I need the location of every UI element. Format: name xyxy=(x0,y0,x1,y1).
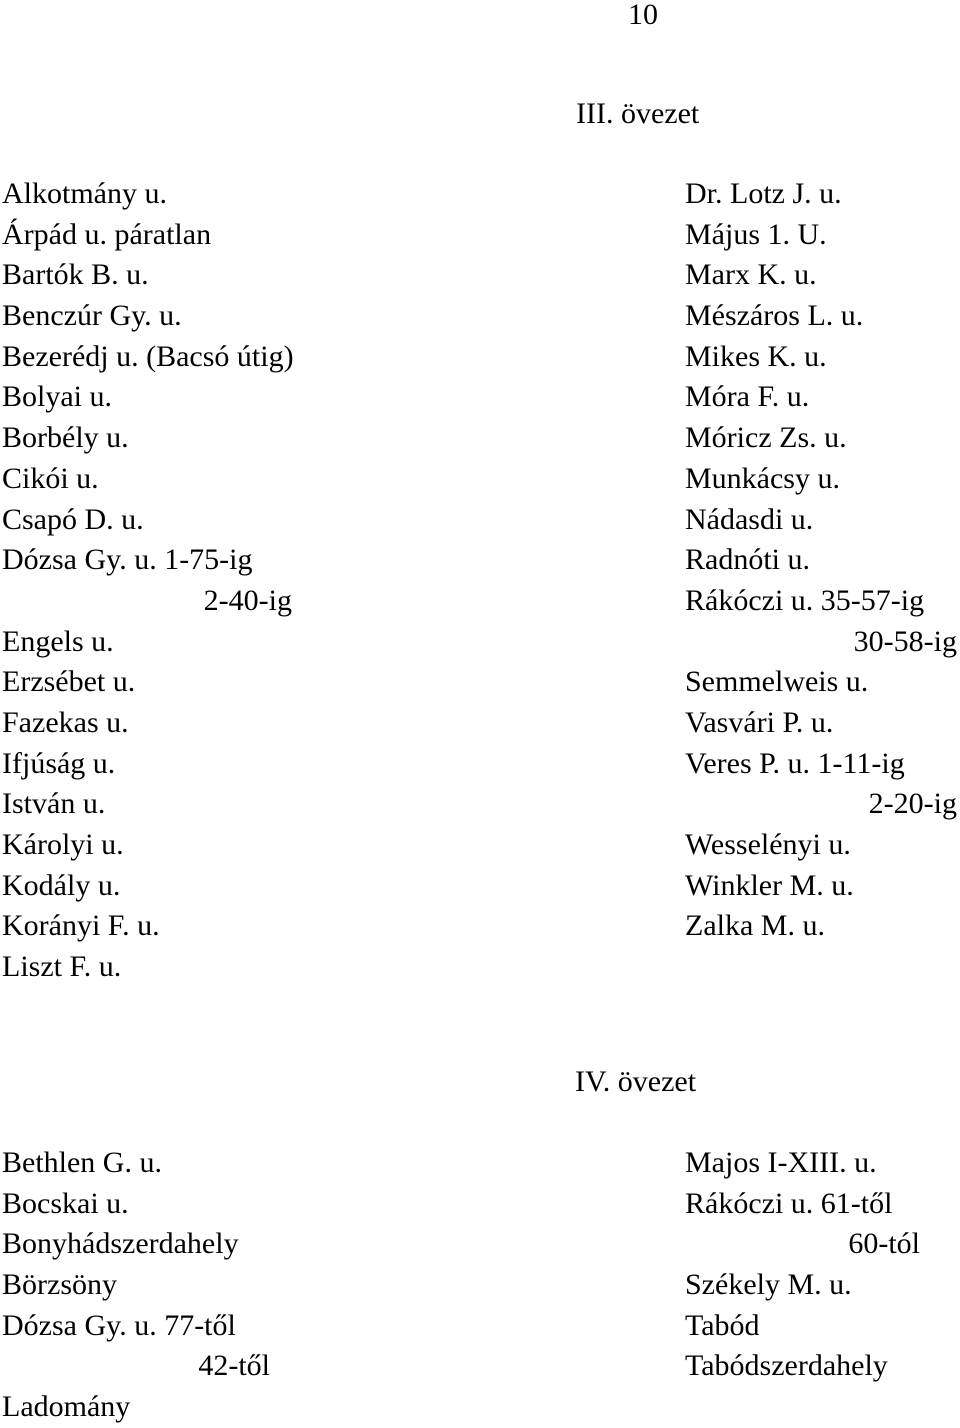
street-entry: Winkler M. u. xyxy=(685,868,854,902)
street-entry: Alkotmány u. xyxy=(2,177,167,210)
street-entry: Zalka M. u. xyxy=(685,909,825,943)
zone-3-title: III. övezet xyxy=(576,97,700,130)
street-entry: Mikes K. u. xyxy=(685,339,827,373)
street-entry: Május 1. U. xyxy=(685,217,827,251)
street-entry: Tabódszerdahely xyxy=(685,1349,888,1383)
street-entry: Wesselényi u. xyxy=(685,828,851,861)
street-entry: Mészáros L. u. xyxy=(685,299,864,333)
street-entry: Cikói u. xyxy=(2,461,99,495)
street-entry: Dózsa Gy. u. 1-75-ig xyxy=(2,543,253,577)
street-entry: Munkácsy u. xyxy=(685,461,840,495)
street-entry: Károlyi u. xyxy=(2,828,124,861)
street-entry: István u. xyxy=(2,787,106,821)
street-entry: Móricz Zs. u. xyxy=(685,421,847,455)
street-entry: Engels u. xyxy=(2,624,114,658)
zone-4-title: IV. övezet xyxy=(575,1065,697,1098)
street-entry: Rákóczi u. 61-től xyxy=(685,1186,893,1220)
street-entry: Csapó D. u. xyxy=(2,502,144,536)
street-entry: Árpád u. páratlan xyxy=(2,217,212,251)
street-entry: Majos I-XIII. u. xyxy=(685,1146,877,1179)
zone-3-street-list-right xyxy=(685,174,957,947)
street-entry: Vasvári P. u. xyxy=(685,705,834,739)
zone-3-street-list-left xyxy=(2,174,292,988)
street-entry: Bethlen G. u. xyxy=(2,1146,162,1179)
page-number: 10 xyxy=(628,0,658,31)
street-entry-continuation: 60-tól xyxy=(848,1227,920,1261)
street-entry: Marx K. u. xyxy=(685,258,817,292)
street-entry: Bonyhádszerdahely xyxy=(2,1227,239,1261)
street-entry: Veres P. u. 1-11-ig xyxy=(685,746,905,780)
street-entry: Fazekas u. xyxy=(2,705,129,739)
street-entry-continuation: 2-40-ig xyxy=(203,583,292,617)
street-entry-continuation: 42-től xyxy=(198,1349,270,1383)
street-entry: Semmelweis u. xyxy=(685,665,869,699)
street-entry: Bezerédj u. (Bacsó útig) xyxy=(2,339,294,373)
street-entry: Börzsöny xyxy=(2,1268,117,1302)
street-entry: Dózsa Gy. u. 77-től xyxy=(2,1308,236,1342)
street-entry: Székely M. u. xyxy=(685,1268,852,1302)
street-entry-continuation: 2-20-ig xyxy=(868,787,957,821)
street-entry: Ladomány xyxy=(2,1390,131,1424)
street-entry: Liszt F. u. xyxy=(2,950,122,984)
street-entry: Bolyai u. xyxy=(2,380,112,414)
street-entry: Nádasdi u. xyxy=(685,502,814,536)
street-entry: Móra F. u. xyxy=(685,380,810,414)
street-entry: Kodály u. xyxy=(2,868,121,902)
zone-4-street-list-left xyxy=(2,1143,270,1428)
street-entry: Dr. Lotz J. u. xyxy=(685,177,842,210)
street-entry: Bocskai u. xyxy=(2,1186,129,1220)
street-entry: Radnóti u. xyxy=(685,543,810,577)
street-entry: Borbély u. xyxy=(2,421,129,455)
street-entry: Bartók B. u. xyxy=(2,258,149,292)
street-entry: Benczúr Gy. u. xyxy=(2,299,182,333)
street-entry: Korányi F. u. xyxy=(2,909,160,943)
street-entry: Tabód xyxy=(685,1308,760,1342)
street-entry: Rákóczi u. 35-57-ig xyxy=(685,583,925,617)
zone-4-street-list-right xyxy=(685,1143,920,1387)
street-entry-continuation: 30-58-ig xyxy=(853,624,957,658)
street-entry: Ifjúság u. xyxy=(2,746,116,780)
street-entry: Erzsébet u. xyxy=(2,665,136,699)
